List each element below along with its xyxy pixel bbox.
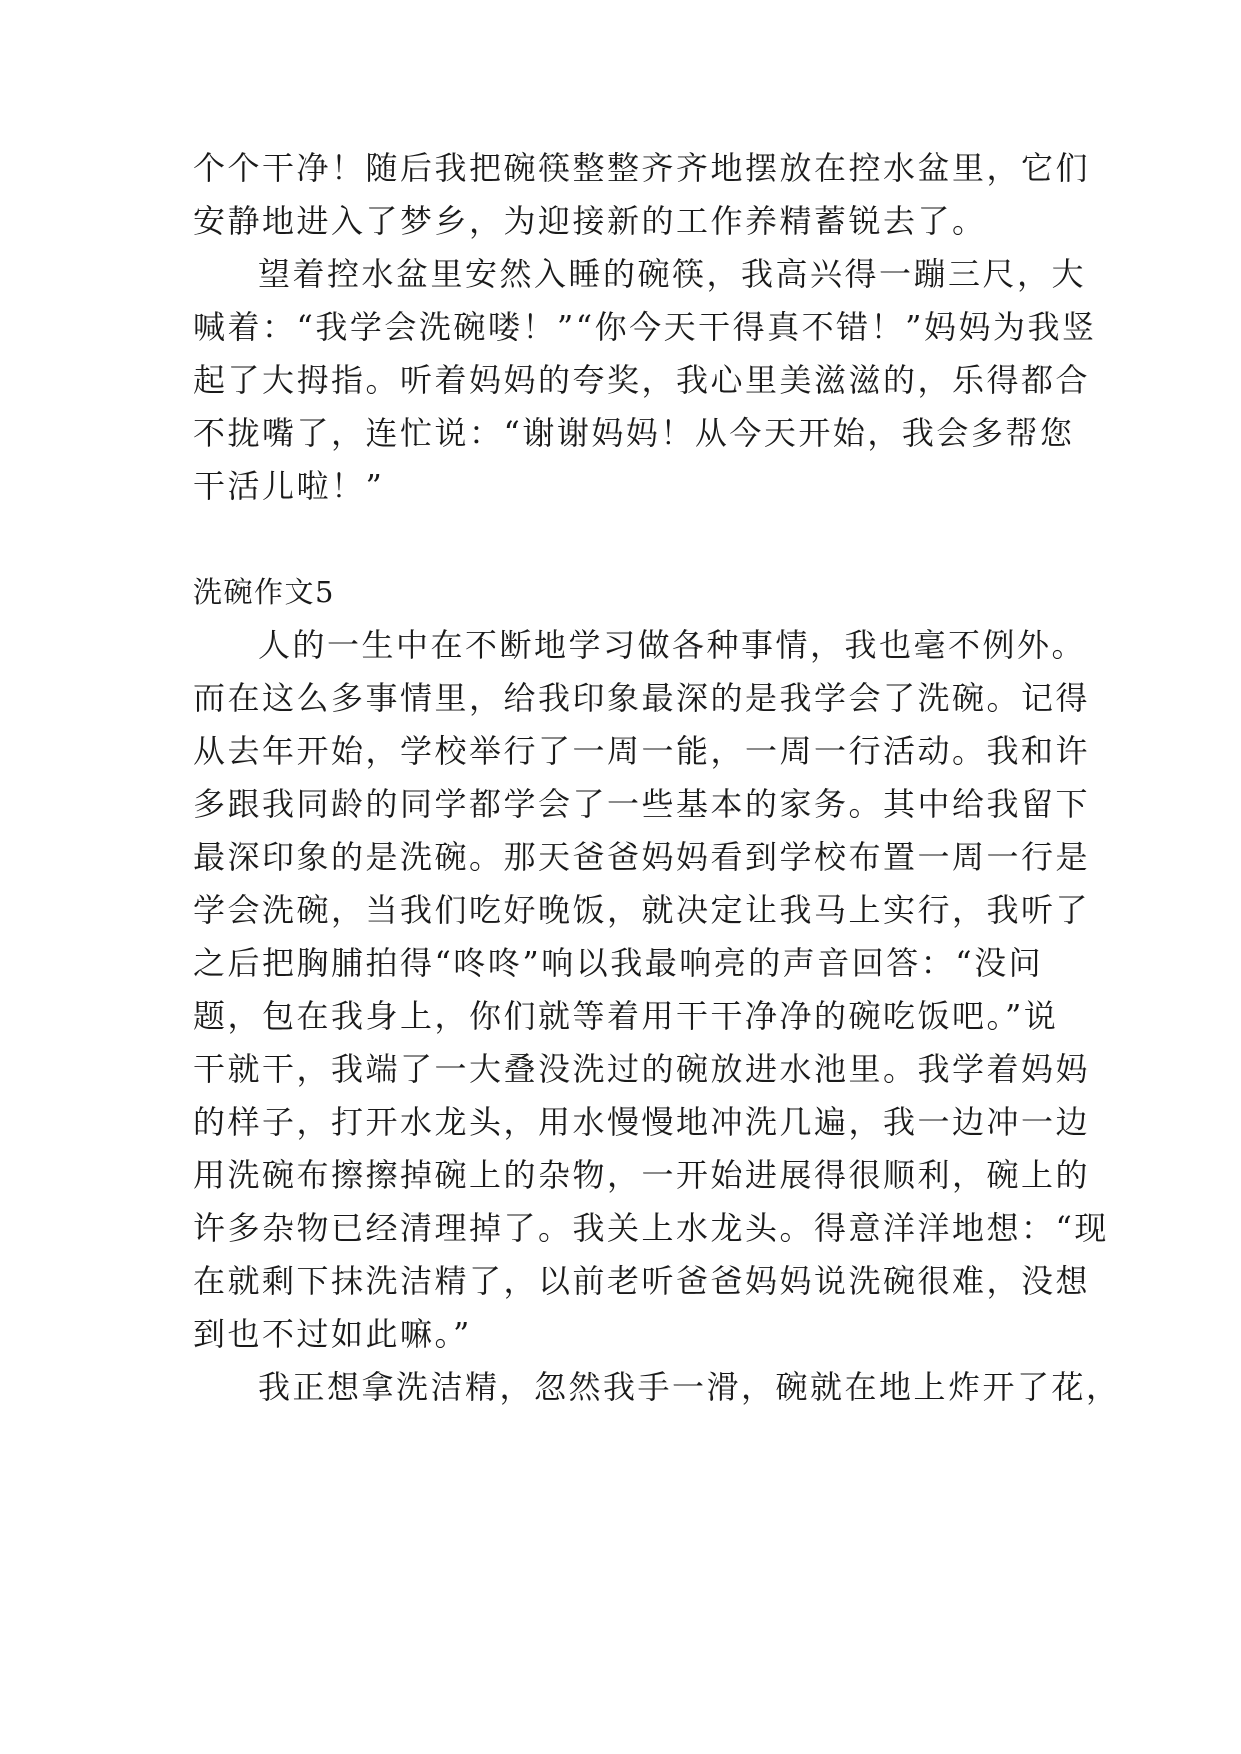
text-line: 的样子，打开水龙头，用水慢慢地冲洗几遍，我一边冲一边 (193, 1103, 1091, 1141)
text-line: 多跟我同龄的同学都学会了一些基本的家务。其中给我留下 (193, 785, 1091, 823)
text-line: 起了大拇指。听着妈妈的夸奖，我心里美滋滋的，乐得都合 (193, 361, 1091, 399)
text-line: 学会洗碗，当我们吃好晚饭，就决定让我马上实行，我听了 (193, 891, 1091, 929)
text-line: 干就干，我端了一大叠没洗过的碗放进水池里。我学着妈妈 (193, 1050, 1091, 1088)
text-line: 个个干净！随后我把碗筷整整齐齐地摆放在控水盆里，它们 (193, 149, 1091, 187)
text-line: 而在这么多事情里，给我印象最深的是我学会了洗碗。记得 (193, 679, 1091, 717)
text-line: 之后把胸脯拍得“咚咚”响以我最响亮的声音回答：“没问 (193, 944, 1044, 982)
text-line: 不拢嘴了，连忙说：“谢谢妈妈！从今天开始，我会多帮您 (193, 414, 1075, 452)
text-line: 在就剩下抹洗洁精了，以前老听爸爸妈妈说洗碗很难，没想 (193, 1262, 1091, 1300)
text-line: 喊着：“我学会洗碗喽！”“你今天干得真不错！”妈妈为我竖 (193, 308, 1097, 346)
paragraph-first-line: 人的一生中在不断地学习做各种事情，我也毫不例外。 (258, 626, 1087, 664)
paragraph-first-line: 我正想拿洗洁精，忽然我手一滑，碗就在地上炸开了花， (258, 1368, 1121, 1406)
text-line: 到也不过如此嘛。” (193, 1315, 472, 1353)
section-title: 洗碗作文5 (193, 575, 335, 609)
text-line: 最深印象的是洗碗。那天爸爸妈妈看到学校布置一周一行是 (193, 838, 1091, 876)
text-line: 从去年开始，学校举行了一周一能，一周一行活动。我和许 (193, 732, 1091, 770)
text-line: 干活儿啦！” (193, 467, 385, 505)
text-line: 许多杂物已经清理掉了。我关上水龙头。得意洋洋地想：“现 (193, 1209, 1109, 1247)
text-line: 题，包在我身上，你们就等着用干干净净的碗吃饭吧。”说 (193, 997, 1059, 1035)
paragraph-first-line: 望着控水盆里安然入睡的碗筷，我高兴得一蹦三尺，大 (258, 255, 1087, 293)
text-line: 用洗碗布擦擦掉碗上的杂物，一开始进展得很顺利，碗上的 (193, 1156, 1091, 1194)
text-line: 安静地进入了梦乡，为迎接新的工作养精蓄锐去了。 (193, 202, 987, 240)
